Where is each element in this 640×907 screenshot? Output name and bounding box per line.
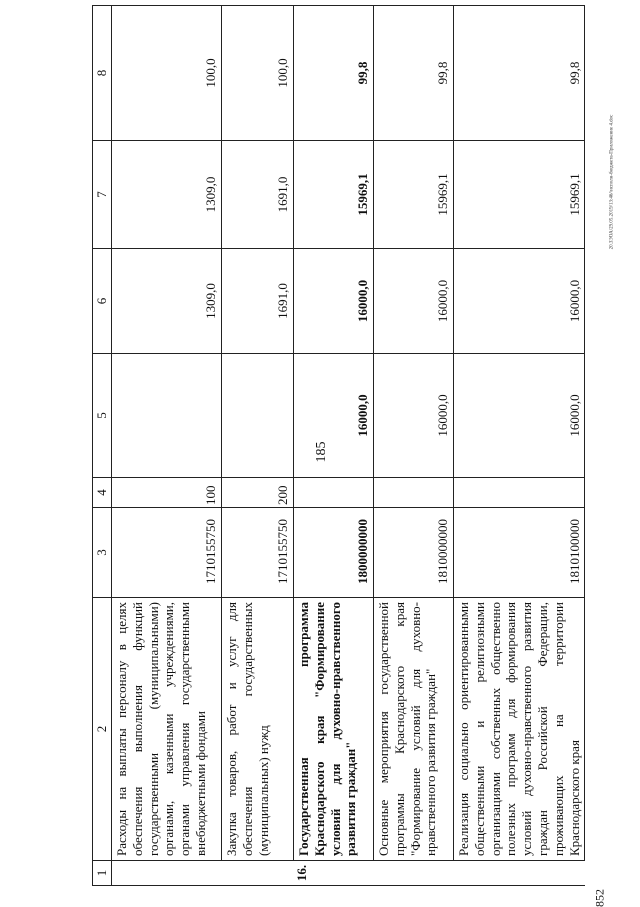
header-cell-2: 2 xyxy=(93,598,112,861)
header-cell-3: 3 xyxy=(93,508,112,598)
rotated-table-area xyxy=(92,6,582,886)
budget-table xyxy=(92,5,585,886)
planned-amount: 1309,0 xyxy=(112,249,222,354)
row-name: Государственная программа Краснодарского края "Формирование условий для духовно-нравственного развития граждан" xyxy=(294,598,374,861)
header-cell-4: 4 xyxy=(93,478,112,508)
executed-amount: 1691,0 xyxy=(222,141,294,249)
row-number xyxy=(374,861,454,886)
expense-type-code: 100 xyxy=(112,478,222,508)
header-cell-8: 8 xyxy=(93,6,112,141)
table-row xyxy=(294,6,374,886)
expense-type-code: 200 xyxy=(222,478,294,508)
planned-amount: 16000,0 xyxy=(374,249,454,354)
row-name: Реализация социально ориентированными общественными и религиозными организациями собственных общественно полезных программ для формирования условий духовно-нравственного развития граждан Российской Федерации, проживающих на территории Краснодарского края xyxy=(454,598,585,861)
approved-amount: 16000,0 xyxy=(294,354,374,478)
planned-amount: 16000,0 xyxy=(454,249,585,354)
row-name: Расходы на выплаты персоналу в целях обеспечения выполнения функций государственными (муниципальными) органами, казенными учреждениями, органами управления государственными внебюджетными фондами xyxy=(112,598,222,861)
approved-amount: 16000,0 xyxy=(454,354,585,478)
target-code: 1800000000 xyxy=(294,508,374,598)
page-number: 185 xyxy=(314,441,329,463)
page-corner-number: 852 xyxy=(592,889,607,907)
header-cell-6: 6 xyxy=(93,249,112,354)
row-name: Закупка товаров, работ и услуг для обеспечения государственных (муниципальных) нужд xyxy=(222,598,294,861)
executed-amount: 15969,1 xyxy=(454,141,585,249)
target-code: 1710155750 xyxy=(222,508,294,598)
executed-amount: 15969,1 xyxy=(374,141,454,249)
planned-amount: 1691,0 xyxy=(222,249,294,354)
row-number xyxy=(454,861,585,886)
header-cell-5: 5 xyxy=(93,354,112,478)
executed-amount: 1309,0 xyxy=(112,141,222,249)
target-code: 1810100000 xyxy=(454,508,585,598)
approved-amount xyxy=(112,354,222,478)
table-row xyxy=(454,6,585,886)
table-row xyxy=(374,6,454,886)
expense-type-code xyxy=(374,478,454,508)
row-number xyxy=(112,861,222,886)
header-cell-1: 1 xyxy=(93,861,112,886)
approved-amount xyxy=(222,354,294,478)
execution-percent: 100,0 xyxy=(222,6,294,141)
approved-amount: 16000,0 xyxy=(374,354,454,478)
expense-type-code xyxy=(294,478,374,508)
execution-percent: 99,8 xyxy=(294,6,374,141)
planned-amount: 16000,0 xyxy=(294,249,374,354)
execution-percent: 99,8 xyxy=(454,6,585,141)
table-row xyxy=(112,6,222,886)
row-number: 16. xyxy=(294,861,374,886)
table-header-row xyxy=(93,6,112,886)
footer-file-path: 20.3ЭОА/29.05.2019/13:46/\исполн-бюджета-Приложение 4.doc xyxy=(609,114,615,250)
target-code: 1810000000 xyxy=(374,508,454,598)
row-number xyxy=(222,861,294,886)
table-row xyxy=(222,6,294,886)
execution-percent: 100,0 xyxy=(112,6,222,141)
execution-percent: 99,8 xyxy=(374,6,454,141)
header-cell-7: 7 xyxy=(93,141,112,249)
executed-amount: 15969,1 xyxy=(294,141,374,249)
target-code: 1710155750 xyxy=(112,508,222,598)
expense-type-code xyxy=(454,478,585,508)
row-name: Основные мероприятия государственной программы Краснодарского края "Формирование условий для духовно-нравственного развития граждан" xyxy=(374,598,454,861)
